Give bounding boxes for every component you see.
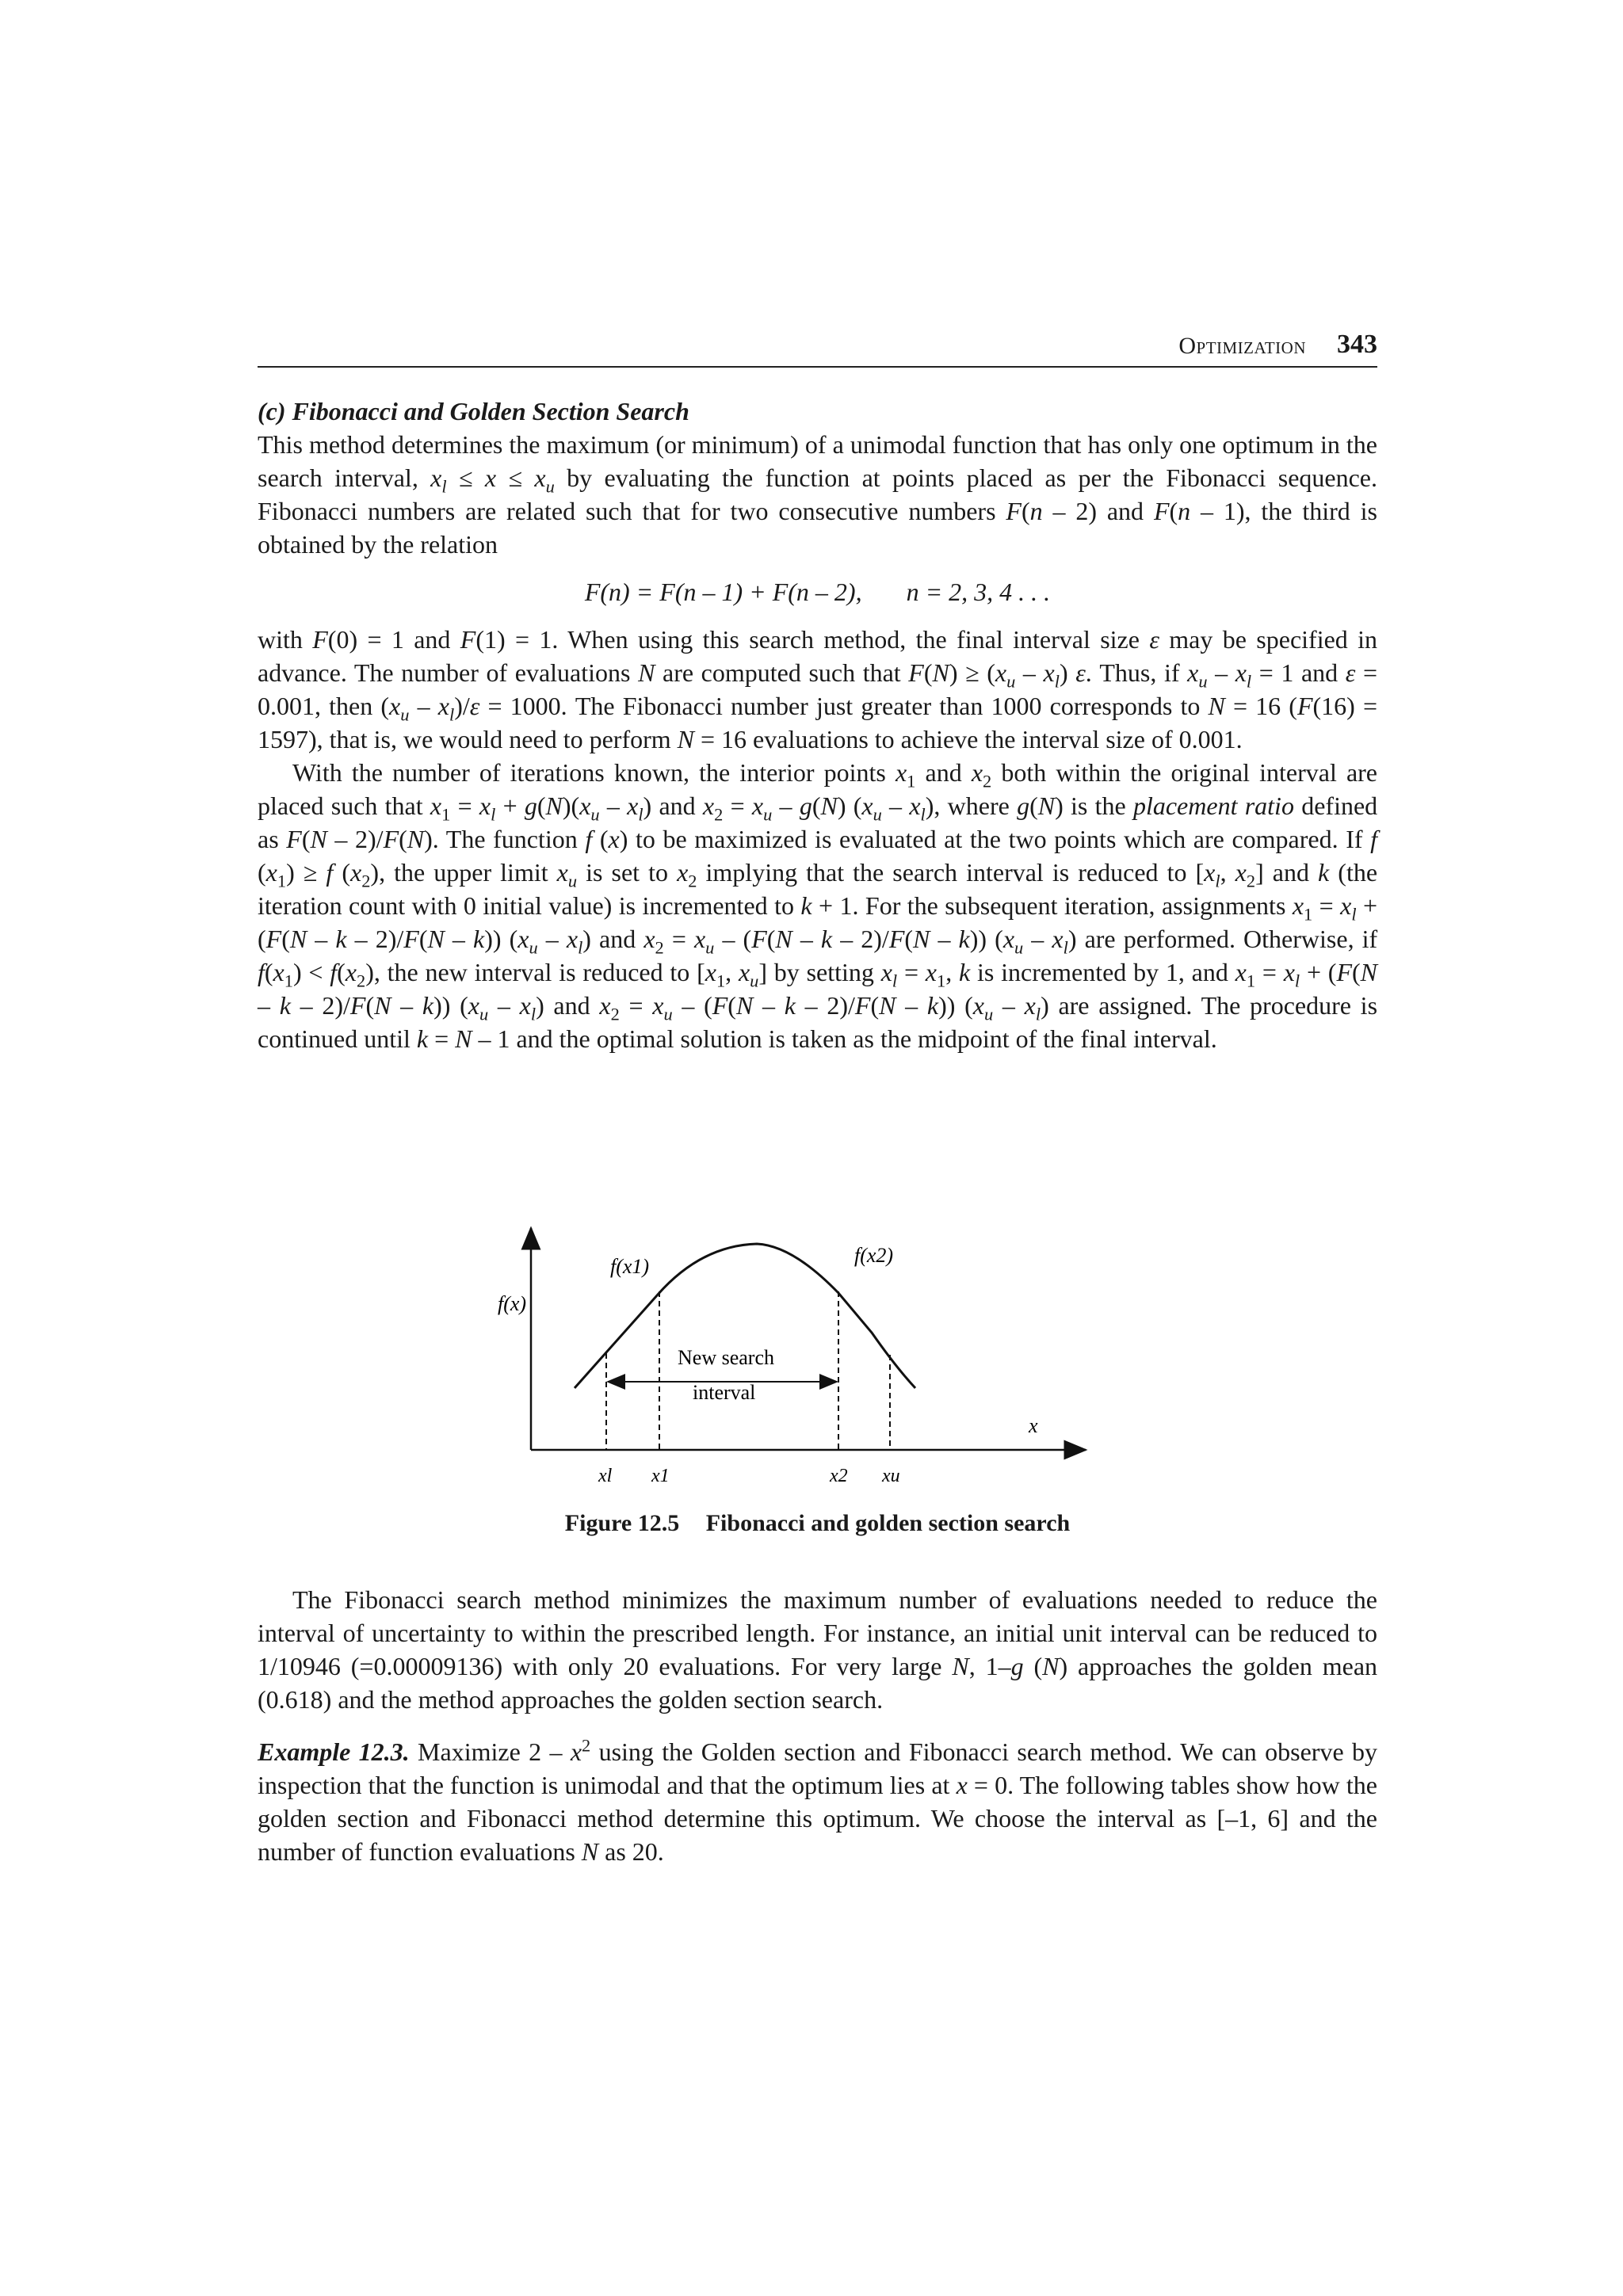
running-head: Optimization: [1178, 333, 1306, 359]
figure-caption-number: Figure 12.5: [564, 1510, 680, 1536]
label-fx: f(x): [498, 1292, 527, 1315]
fibonacci-equation: [258, 575, 1377, 608]
label-x: x: [1029, 1414, 1038, 1437]
figure-caption: [258, 1510, 1377, 1537]
label-fx1: f(x1): [610, 1255, 650, 1278]
equation-lhs: F(n) = F(n – 1) + F(n – 2),: [584, 578, 862, 606]
label-new-search: New search: [678, 1346, 774, 1369]
paragraph-procedure: With the number of iterations known, the interior points $x_1$ and $x_2$ both within the original interval are placed such that $x_1 = x_l + g(N)(x_u - x_l)$ and $x_2 = x_u - g(N)$ $(x_u - x_l)$, where g(N) is the placement ratio defined as F(N – 2)/F(N). The function f (x) to be maximized is evaluated at the two points which are compared. If f $(x_1) \ge f$ $(x_2)$, the upper limit $x_u$ is set to $x_2$ implying that the search interval is reduced to [$x_l$, $x_2$] and k (the iteration count with 0 initial value) is incremented to k + 1. For the subsequent iteration, assignments $x_1 = x_l + (F(N - k - 2)/F(N - k))$ $(x_u - x_l)$ and $x_2 = x_u - (F(N - k - 2)/F(N - k))$ $(x_u - x_l)$ are performed. Otherwise, if $f(x_1) < f(x_2)$, the new interval is reduced to [$x_1$, $x_u$] by setting $x_l = x_1$, k is incremented by 1, and $x_1 = x_l + (F(N - k - 2)/F(N - k))$ $(x_u - x_l)$ and $x_2 = x_u - (F(N - k - 2)/F(N - k))$ $(x_u - x_l)$ are assigned. The procedure is continued until k = N – 1 and the optimal solution is taken as the midpoint of the final interval.: [258, 758, 1378, 1053]
paragraph-intro: This method determines the maximum (or minimum) of a unimodal function that has only one optimum in the search interval, $x_l \le x \le x_u$ by evaluating the function at points placed as per the Fibonacci sequence. Fibonacci numbers are related such that for two consecutive numbers F(n – 2) and F(n – 1), the third is obtained by the relation: [258, 430, 1378, 559]
paragraph-example: Example 12.3. Maximize $2 - x^2$ using the Golden section and Fibonacci search method. We can observe by inspection that the function is unimodal and that the optimum lies at x = 0. The following tables show how the golden section and Fibonacci method determine this optimum. We choose the interval as [–1, 6] and the number of function evaluations N as 20.: [258, 1735, 1378, 1866]
label-interval: interval: [693, 1381, 756, 1404]
figure-12-5: [452, 1212, 1165, 1489]
equation-rhs: n = 2, 3, 4 . . .: [906, 578, 1051, 606]
paragraph-fibonacci-minimizes: The Fibonacci search method minimizes the maximum number of evaluations needed to reduce the interval of uncertainty to within the prescribed length. For instance, an initial unit interval can be reduced to 1/10946 (=0.00009136) with only 20 evaluations. For very large N, 1–g (N) approaches the golden mean (0.618) and the method approaches the golden section search.: [258, 1585, 1378, 1714]
page-number: 343: [1337, 330, 1377, 359]
label-xu: xu: [882, 1466, 900, 1486]
body-text: [258, 395, 1377, 1055]
page-header: [258, 331, 1377, 368]
body-text-continued: [258, 1583, 1377, 1868]
label-x2: x2: [830, 1466, 848, 1486]
paragraph-evaluations: with F(0) = 1 and F(1) = 1. When using this search method, the final interval size ε may be specified in advance. The number of evaluations N are computed such that $F(N) \ge (x_u - x_l)$ ε. Thus, if $x_u - x_l = 1$ and ε = 0.001, then $(x_u - x_l)/\varepsilon = 1000$. The Fibonacci number just greater than 1000 corresponds to N = 16 (F(16) = 1597), that is, we would need to perform N = 16 evaluations to achieve the interval size of 0.001.: [258, 625, 1378, 753]
label-x1: x1: [651, 1466, 670, 1486]
label-fx2: f(x2): [854, 1244, 894, 1267]
label-xl: xl: [598, 1466, 613, 1486]
example-label: Example 12.3.: [258, 1737, 410, 1766]
figure-caption-text: Fibonacci and golden section search: [705, 1510, 1071, 1536]
section-title: (c) Fibonacci and Golden Section Search: [258, 397, 689, 425]
figure-diagram: [452, 1212, 1165, 1489]
